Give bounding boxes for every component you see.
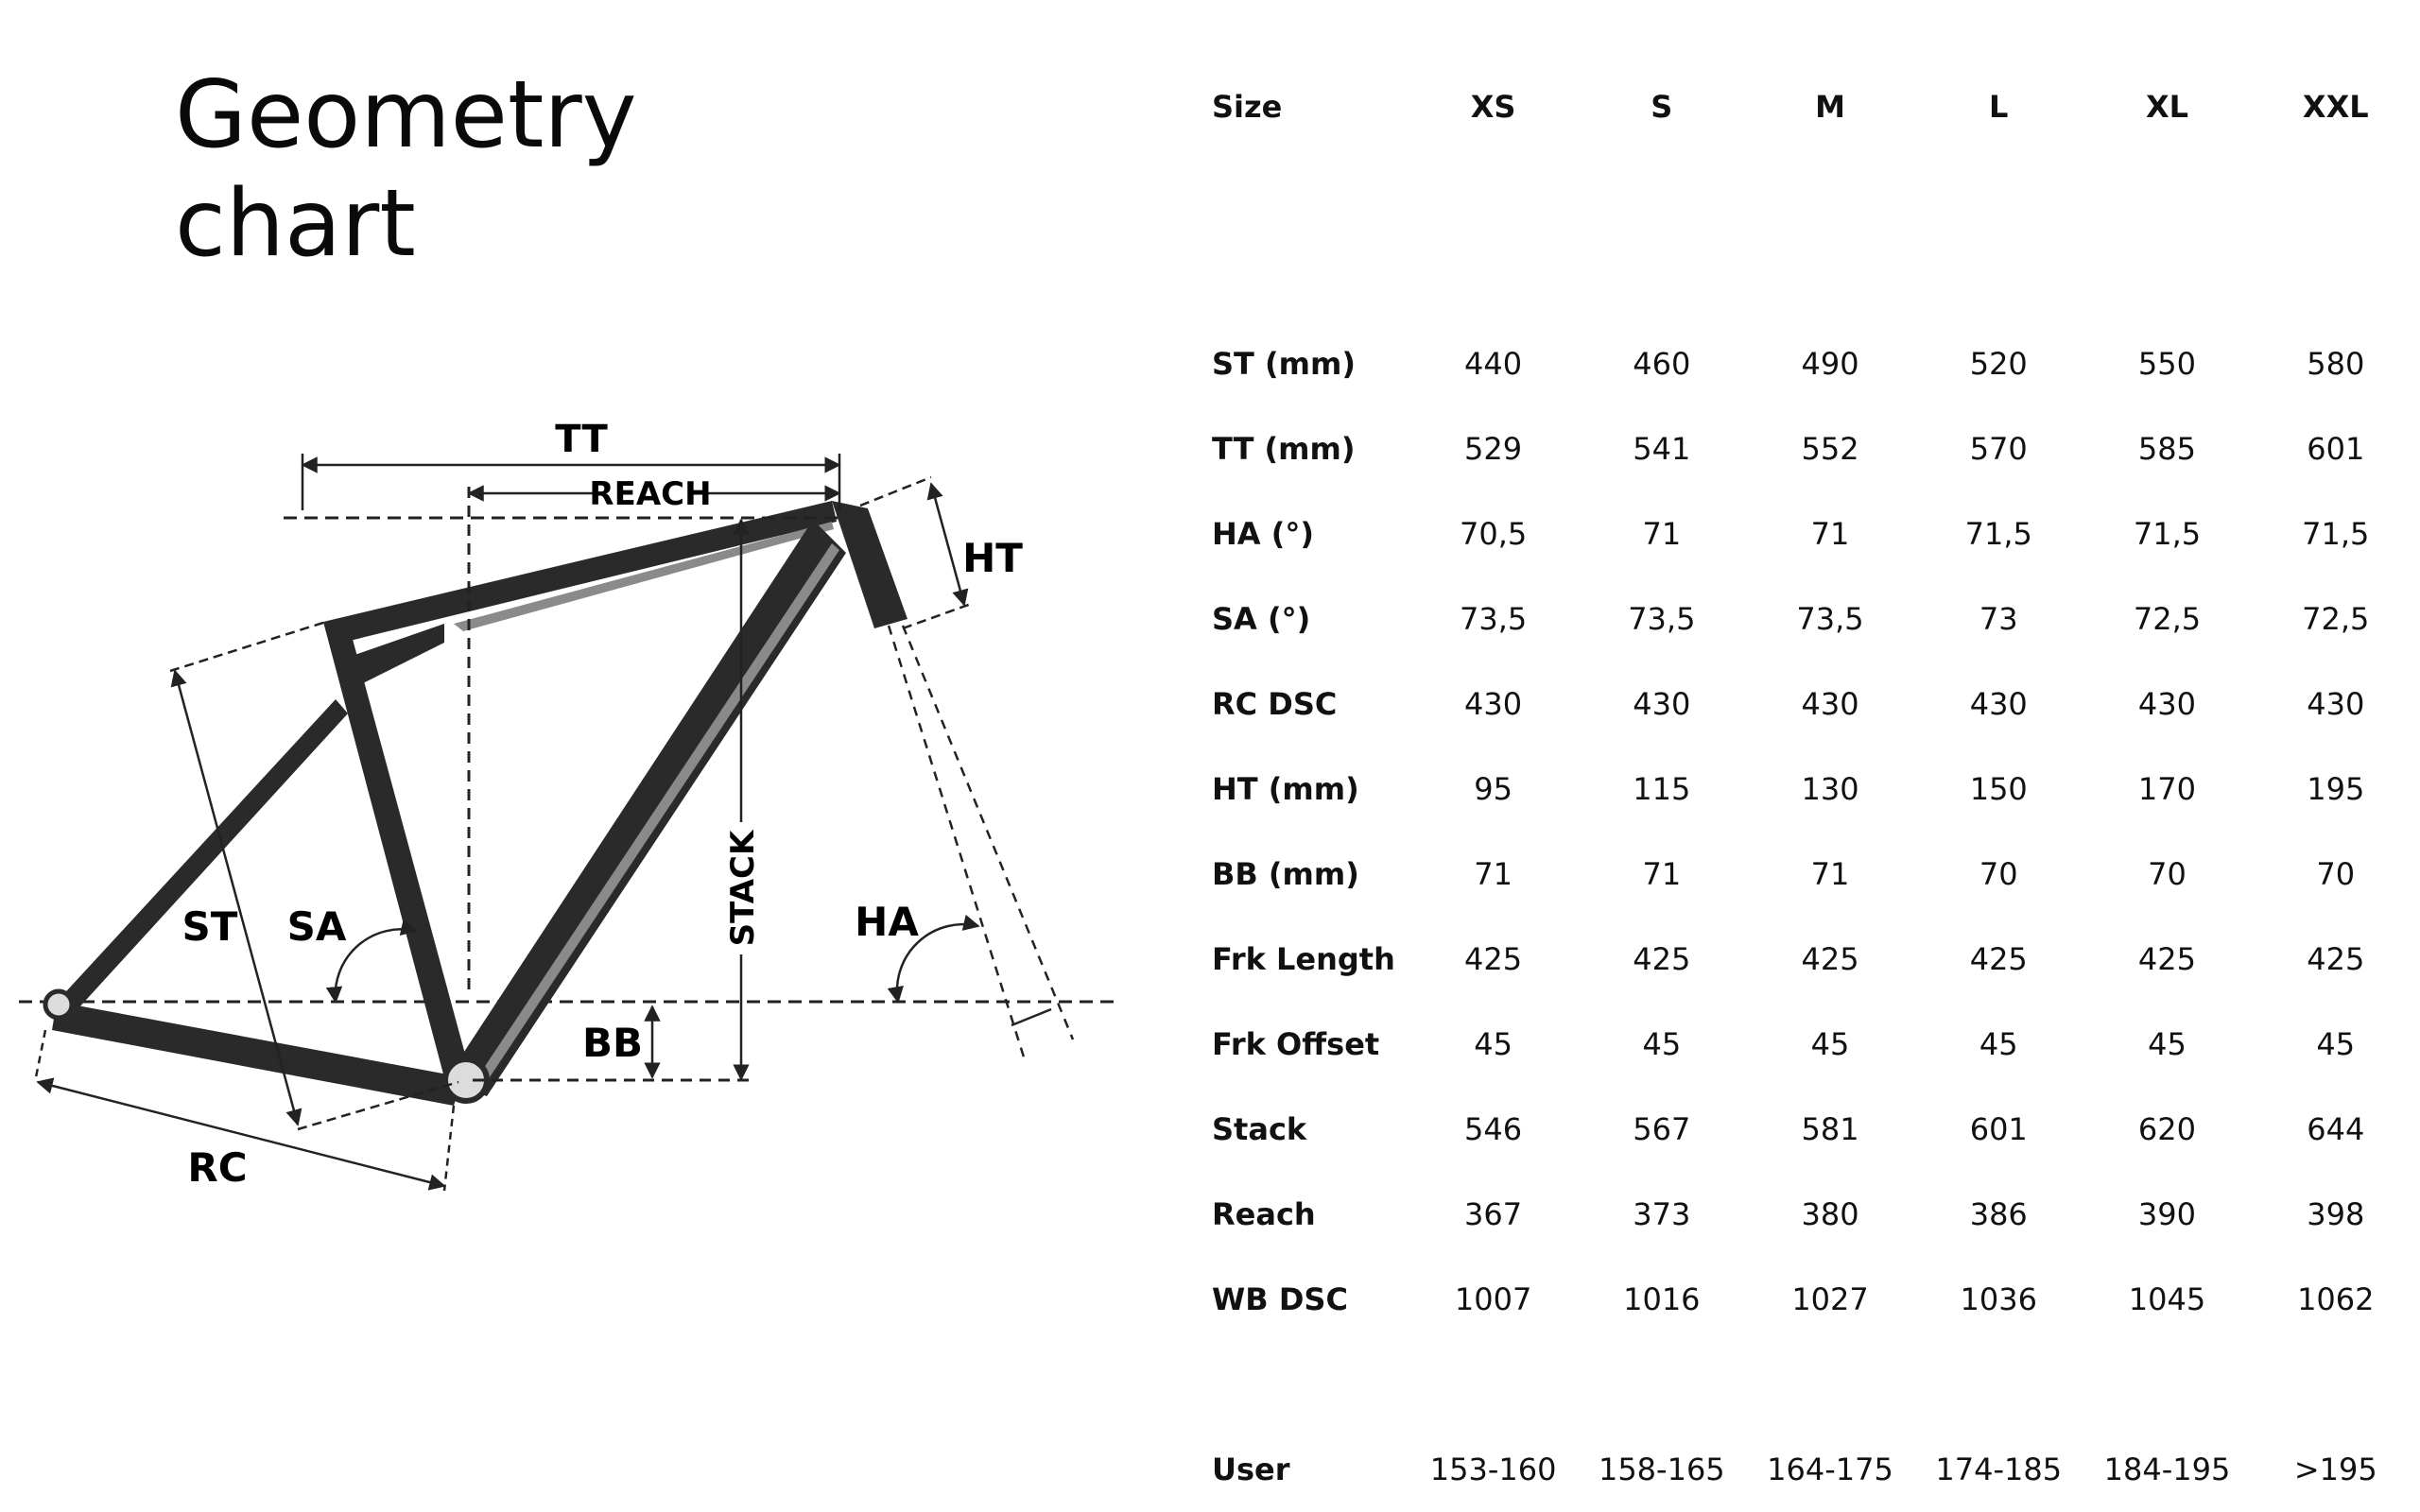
size-xxl: XXL [2302,88,2369,125]
table-cell: 567 [1633,1111,1691,1147]
table-cell: 71,5 [2133,516,2202,552]
table-cell: 581 [1801,1111,1859,1147]
row-label: BB (mm) [1212,856,1359,892]
ht-label: HT [962,535,1023,581]
size-m: M [1815,88,1845,125]
size-s: S [1651,88,1673,125]
table-row [1212,662,2420,747]
row-label: SA (°) [1212,601,1311,637]
table-cell: 430 [1464,686,1523,722]
table-cell: 70,5 [1459,516,1528,552]
table-cell: 70 [1979,856,2018,892]
table-row [1212,406,2420,491]
table-row [1212,917,2420,1002]
table-cell: 71 [1474,856,1512,892]
table-cell: 130 [1801,771,1859,807]
user-value: 164-175 [1767,1452,1893,1487]
table-cell: 1062 [2297,1281,2375,1317]
user-value: 174-185 [1935,1452,2063,1487]
table-cell: 550 [2137,346,2196,382]
table-cell: 115 [1633,771,1691,807]
table-cell: 425 [1969,941,2028,977]
table-cell: 73,5 [1628,601,1696,637]
table-cell: 45 [2316,1026,2356,1062]
table-cell: 390 [2137,1196,2196,1232]
table-cell: 73 [1979,601,2018,637]
table-cell: 45 [1979,1026,2018,1062]
table-cell: 430 [1633,686,1691,722]
table-cell: 1036 [1960,1281,2037,1317]
row-label: Frk Offset [1212,1026,1380,1062]
page-title-line-2: chart [175,170,416,278]
size-l: L [1989,88,2009,125]
row-label: TT (mm) [1212,431,1356,467]
table-cell: 580 [2307,346,2365,382]
table-row [1212,1257,2420,1342]
table-cell: 1027 [1791,1281,1869,1317]
table-cell: 546 [1464,1111,1523,1147]
table-cell: 430 [1969,686,2028,722]
table-row [1212,1002,2420,1087]
table-cell: 95 [1474,771,1512,807]
table-cell: 1007 [1454,1281,1532,1317]
table-row [1212,576,2420,662]
table-row [1212,1172,2420,1257]
table-cell: 71 [1810,856,1850,892]
table-cell: 71 [1642,516,1682,552]
row-label: Frk Length [1212,941,1395,977]
table-cell: 71,5 [1964,516,2032,552]
size-xl: XL [2145,88,2188,125]
geometry-table-body [1212,321,2420,1342]
table-cell: 425 [2307,941,2365,977]
table-cell: 601 [1969,1111,2028,1147]
user-value: 184-195 [2103,1452,2231,1487]
table-cell: 430 [2307,686,2365,722]
table-cell: 45 [1642,1026,1682,1062]
user-value: 153-160 [1429,1452,1557,1487]
table-cell: 1016 [1623,1281,1701,1317]
rc-label: RC [187,1144,248,1191]
user-value: 158-165 [1598,1452,1725,1487]
table-cell: 170 [2137,771,2196,807]
table-cell: 71 [1642,856,1682,892]
table-row [1212,491,2420,576]
table-cell: 585 [2137,431,2196,467]
table-header-row [1212,0,2420,321]
sa-label: SA [286,903,347,950]
table-cell: 601 [2307,431,2365,467]
table-cell: 570 [1969,431,2028,467]
table-cell: 71,5 [2302,516,2370,552]
tt-label: TT [555,418,608,461]
row-label: HT (mm) [1212,771,1359,807]
table-cell: 150 [1969,771,2028,807]
table-cell: 644 [2307,1111,2365,1147]
stack-label: STACK [724,830,762,947]
table-cell: 520 [1969,346,2028,382]
row-label: Stack [1212,1111,1307,1147]
table-cell: 72,5 [2133,601,2202,637]
table-row [1212,832,2420,917]
row-label: Reach [1212,1196,1316,1232]
table-cell: 386 [1969,1196,2028,1232]
geometry-table [1212,0,2420,1512]
table-cell: 529 [1464,431,1523,467]
table-cell: 72,5 [2302,601,2370,637]
user-value: >195 [2293,1452,2377,1487]
table-cell: 490 [1801,346,1859,382]
bike-frame [45,501,908,1106]
table-cell: 620 [2137,1111,2196,1147]
table-row [1212,321,2420,406]
table-cell: 1045 [2128,1281,2206,1317]
table-row [1212,747,2420,832]
table-cell: 425 [1464,941,1523,977]
table-cell: 73,5 [1796,601,1864,637]
page-title [175,61,637,279]
table-cell: 373 [1633,1196,1691,1232]
table-cell: 460 [1633,346,1691,382]
size-header: Size [1212,88,1283,125]
table-cell: 45 [1474,1026,1512,1062]
table-row [1212,1087,2420,1172]
table-cell: 425 [1633,941,1691,977]
table-cell: 367 [1464,1196,1523,1232]
row-label: WB DSC [1212,1281,1348,1317]
table-cell: 398 [2307,1196,2365,1232]
bb-label: BB [581,1020,644,1066]
reach-label: REACH [589,475,712,513]
frame-geometry-diagram [0,378,1153,1228]
ha-label: HA [855,899,919,945]
user-row [1212,1427,2420,1512]
table-cell: 45 [1810,1026,1850,1062]
table-cell: 70 [2148,856,2187,892]
st-label: ST [182,903,238,950]
user-row-label: User [1212,1452,1290,1487]
row-label: ST (mm) [1212,346,1356,382]
table-cell: 71 [1810,516,1850,552]
table-cell: 195 [2307,771,2365,807]
page-title-line-1: Geometry [175,61,637,169]
table-cell: 70 [2316,856,2356,892]
table-cell: 440 [1464,346,1523,382]
table-cell: 425 [1801,941,1859,977]
ht-dimension-line [931,484,964,605]
table-cell: 430 [1801,686,1859,722]
table-cell: 541 [1633,431,1691,467]
row-label: HA (°) [1212,516,1314,552]
table-cell: 73,5 [1459,601,1528,637]
row-label: RC DSC [1212,686,1338,722]
table-cell: 430 [2137,686,2196,722]
size-xs: XS [1470,88,1516,125]
table-cell: 552 [1801,431,1859,467]
table-cell: 380 [1801,1196,1859,1232]
table-cell: 45 [2148,1026,2187,1062]
table-cell: 425 [2137,941,2196,977]
